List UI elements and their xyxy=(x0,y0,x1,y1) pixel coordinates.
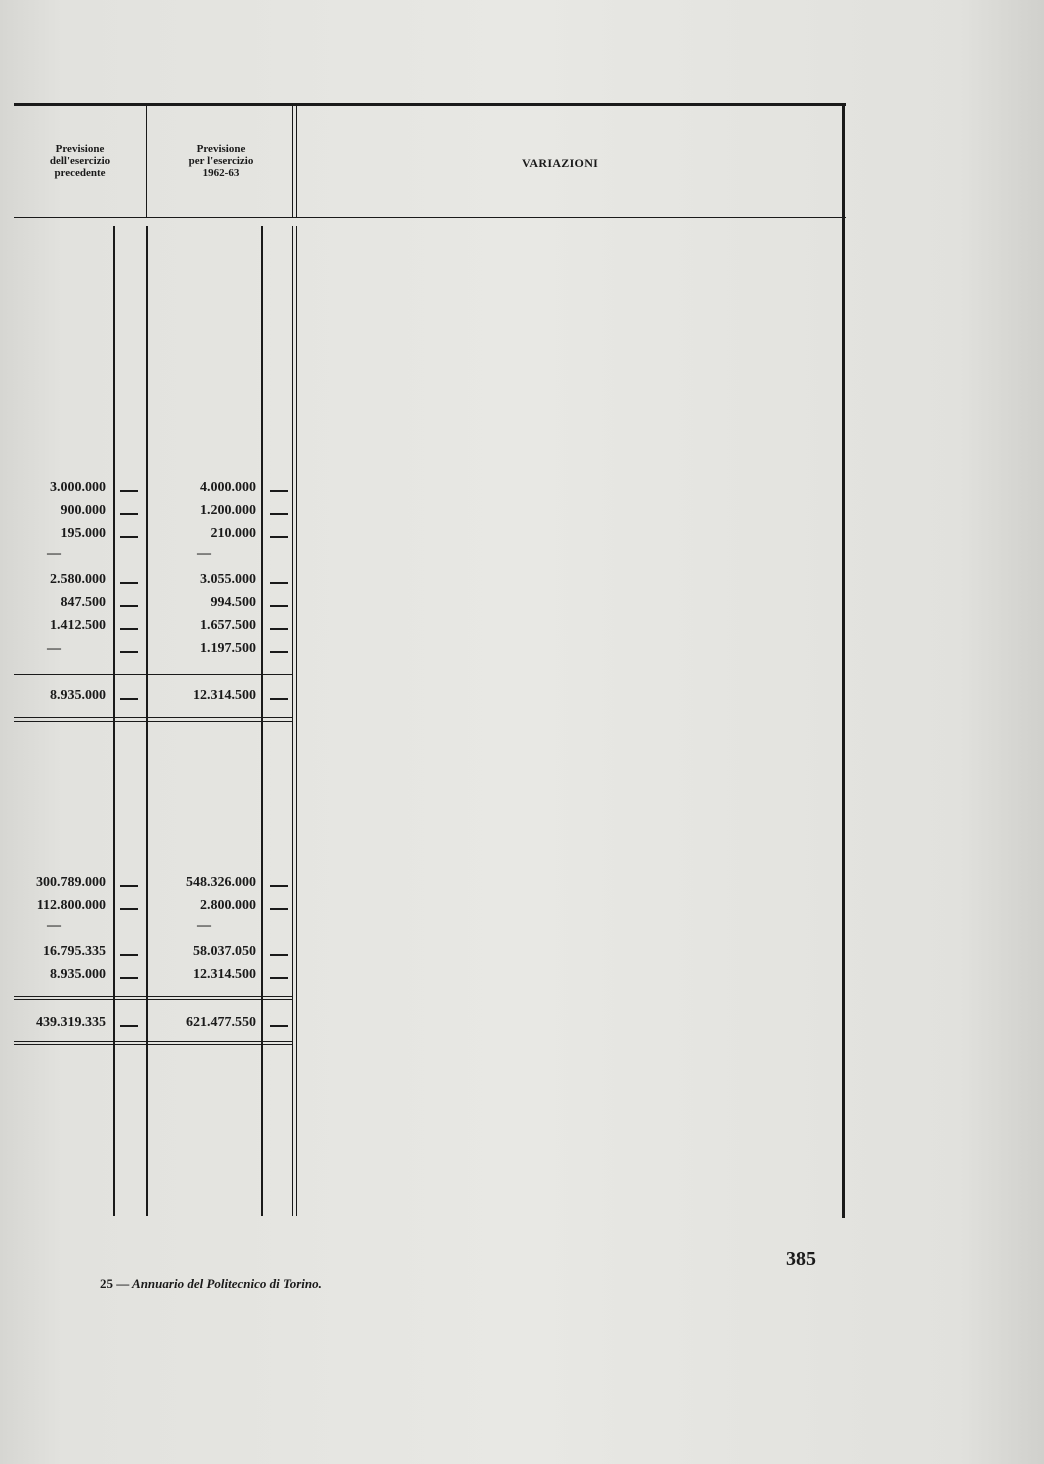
row-dash xyxy=(270,651,288,653)
subtotal-rule xyxy=(14,674,292,675)
row-dash xyxy=(120,885,138,887)
row-dash xyxy=(270,628,288,630)
row-dash xyxy=(120,1025,138,1027)
prev-subtotal: 8.935.000 xyxy=(50,688,106,703)
row-dash xyxy=(120,908,138,910)
curr-value: 1.657.500 xyxy=(200,618,256,633)
row-dash xyxy=(120,977,138,979)
row-dash xyxy=(270,1025,288,1027)
row-dash xyxy=(120,651,138,653)
top-rule xyxy=(14,103,846,106)
curr-value: 548.326.000 xyxy=(186,875,256,890)
prev-value: — xyxy=(47,918,61,933)
row-dash xyxy=(120,954,138,956)
prev-value: 300.789.000 xyxy=(36,875,106,890)
curr-value: 1.200.000 xyxy=(200,503,256,518)
prev-value: 1.412.500 xyxy=(50,618,106,633)
row-dash xyxy=(270,954,288,956)
prev-value: 16.795.335 xyxy=(43,944,106,959)
total-rule-top xyxy=(14,996,292,997)
curr-value: 3.055.000 xyxy=(200,572,256,587)
prev-value: 112.800.000 xyxy=(36,898,106,913)
curr-value: 12.314.500 xyxy=(193,967,256,982)
total-rule-bottom2 xyxy=(14,1044,292,1045)
header-previous-year: Previsione dell'esercizio precedente xyxy=(49,143,111,179)
curr-value: 2.800.000 xyxy=(200,898,256,913)
curr-value: — xyxy=(197,546,211,561)
row-dash xyxy=(270,885,288,887)
row-dash xyxy=(270,582,288,584)
curr-value: 994.500 xyxy=(210,595,256,610)
footer-title: Annuario del Politecnico di Torino. xyxy=(132,1276,322,1291)
header-divider-1 xyxy=(146,106,147,217)
total-rule-bottom xyxy=(14,1041,292,1042)
footer-annuario xyxy=(100,1276,322,1292)
row-dash xyxy=(270,605,288,607)
prev-total: 439.319.335 xyxy=(36,1015,106,1030)
row-dash xyxy=(270,908,288,910)
page-number: 385 xyxy=(786,1248,816,1270)
header-divider-2b xyxy=(296,106,297,217)
total-rule-top2 xyxy=(14,999,292,1000)
curr-total: 621.477.550 xyxy=(186,1015,256,1030)
prev-value: 847.500 xyxy=(60,595,106,610)
header-variazioni: VARIAZIONI xyxy=(522,156,599,170)
prev-value: 3.000.000 xyxy=(50,480,106,495)
footer-dash: — xyxy=(116,1276,130,1291)
prev-value: 8.935.000 xyxy=(50,967,106,982)
curr-value: 1.197.500 xyxy=(200,641,256,656)
header-current-year: Previsione per l'esercizio 1962-63 xyxy=(188,143,254,179)
curr-value: 210.000 xyxy=(210,526,256,541)
curr-subtotal: 12.314.500 xyxy=(193,688,256,703)
row-dash xyxy=(120,698,138,700)
bleed-through-text xyxy=(500,78,503,94)
prev-value: 900.000 xyxy=(60,503,106,518)
row-dash xyxy=(120,582,138,584)
row-dash xyxy=(270,977,288,979)
row-dash xyxy=(270,698,288,700)
right-frame xyxy=(842,103,845,1218)
footer-signature-number: 25 xyxy=(100,1276,113,1291)
row-dash xyxy=(270,536,288,538)
prev-value: — xyxy=(47,546,61,561)
row-dash xyxy=(270,490,288,492)
row-dash xyxy=(120,628,138,630)
body-line-d xyxy=(292,226,293,1216)
prev-value: 195.000 xyxy=(60,526,106,541)
prev-value: — xyxy=(47,641,61,656)
row-dash xyxy=(120,513,138,515)
row-dash xyxy=(120,490,138,492)
row-dash xyxy=(120,605,138,607)
row-dash xyxy=(120,536,138,538)
double-rule-top xyxy=(14,717,292,718)
double-rule-bottom xyxy=(14,721,292,722)
curr-value: 4.000.000 xyxy=(200,480,256,495)
header-divider-2a xyxy=(292,106,293,217)
curr-value: 58.037.050 xyxy=(193,944,256,959)
row-dash xyxy=(270,513,288,515)
prev-value: 2.580.000 xyxy=(50,572,106,587)
body-line-e xyxy=(296,226,297,1216)
curr-value: — xyxy=(197,918,211,933)
header-bottom-rule xyxy=(14,217,846,218)
